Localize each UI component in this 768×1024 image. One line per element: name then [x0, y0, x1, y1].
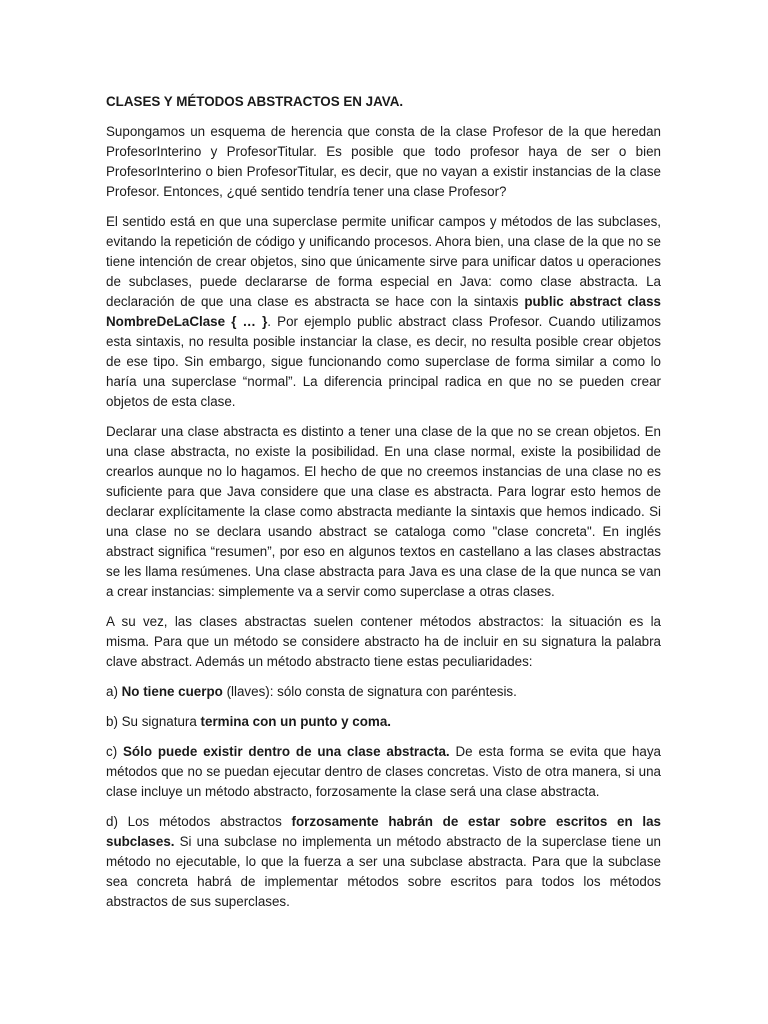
paragraph	[106, 682, 661, 702]
bold-text: termina con un punto y coma.	[200, 714, 392, 729]
paragraph	[106, 612, 661, 672]
text-run: De esta forma se evita que haya métodos que no se puedan ejecutar dentro de clases concretas. Visto de otra manera, si una clase incluye un método abstracto, forzosamente la clase será una clase abstracta.	[106, 744, 661, 799]
text-run: a)	[106, 684, 122, 699]
text-run: Si una subclase no implementa un método abstracto de la superclase tiene un método no ejecutable, lo que la fuerza a ser una subclase abstracta. Para que la subclase sea concreta habrá de implementar métodos sobre escritos para todos los métodos abstractos de sus superclases.	[106, 834, 661, 909]
text-run: . Por ejemplo public abstract class Profesor. Cuando utilizamos esta sintaxis, no resulta posible instanciar la clase, es decir, no resulta posible crear objetos de ese tipo. Sin embargo, sigue funcionando como superclase de forma similar a como lo haría una superclase “normal”. La diferencia principal radica en que no se pueden crear objetos de esta clase.	[106, 314, 661, 409]
text-run: b) Su signatura	[106, 714, 201, 729]
paragraph	[106, 422, 661, 602]
bold-text: public abstract class NombreDeLaClase { … }	[106, 294, 661, 329]
paragraph	[106, 712, 661, 732]
text-run: c)	[106, 744, 123, 759]
paragraph	[106, 742, 661, 802]
text-run: Declarar una clase abstracta es distinto a tener una clase de la que no se crean objetos. En una clase abstracta, no existe la posibilidad. En una clase normal, existe la posibilidad de crearlos aunque no lo hagamos. El hecho de que no creemos instancias de una clase no es suficiente para que Java considere que una clase es abstracta. Para lograr esto hemos de declarar explícitamente la clase como abstracta mediante la sintaxis que hemos indicado. Si una clase no se declara usando abstract se cataloga como "clase concreta". En inglés abstract significa “resumen”, por eso en algunos textos en castellano a las clases abstractas se les llama resúmenes. Una clase abstracta para Java es una clase de la que nunca se van a crear instancias: simplemente va a servir como superclase a otras clases.	[106, 424, 661, 599]
text-run: (llaves): sólo consta de signatura con paréntesis.	[222, 684, 517, 699]
bold-text: No tiene cuerpo	[121, 684, 223, 699]
text-run: A su vez, las clases abstractas suelen contener métodos abstractos: la situación es la misma. Para que un método se considere abstracto ha de incluir en su signatura la palabra clave abstract. Además un método abstracto tiene estas peculiaridades:	[106, 614, 661, 669]
bold-text: forzosamente habrán de estar sobre escritos en las subclases.	[106, 814, 662, 849]
document-title: CLASES Y MÉTODOS ABSTRACTOS EN JAVA.	[106, 94, 404, 109]
text-run: d) Los métodos abstractos	[106, 814, 292, 829]
text-run: El sentido está en que una superclase permite unificar campos y métodos de las subclases, evitando la repetición de código y unificando procesos. Ahora bien, una clase de la que no se tiene intención de crear objetos, sino que únicamente sirve para unificar datos u operaciones de subclases, puede declararse de forma especial en Java: como clase abstracta. La declaración de que una clase es abstracta se hace con la sintaxis	[106, 214, 661, 309]
document-body	[106, 122, 661, 912]
text-run: Supongamos un esquema de herencia que consta de la clase Profesor de la que heredan ProfesorInterino y ProfesorTitular. Es posible que todo profesor haya de ser o bien ProfesorInterino o bien ProfesorTitular, es decir, que no vayan a existir instancias de la clase Profesor. Entonces, ¿qué sentido tendría tener una clase Profesor?	[106, 124, 661, 199]
paragraph	[106, 212, 661, 412]
bold-text: Sólo puede existir dentro de una clase abstracta.	[123, 744, 450, 759]
paragraph	[106, 812, 661, 912]
paragraph	[106, 122, 661, 202]
